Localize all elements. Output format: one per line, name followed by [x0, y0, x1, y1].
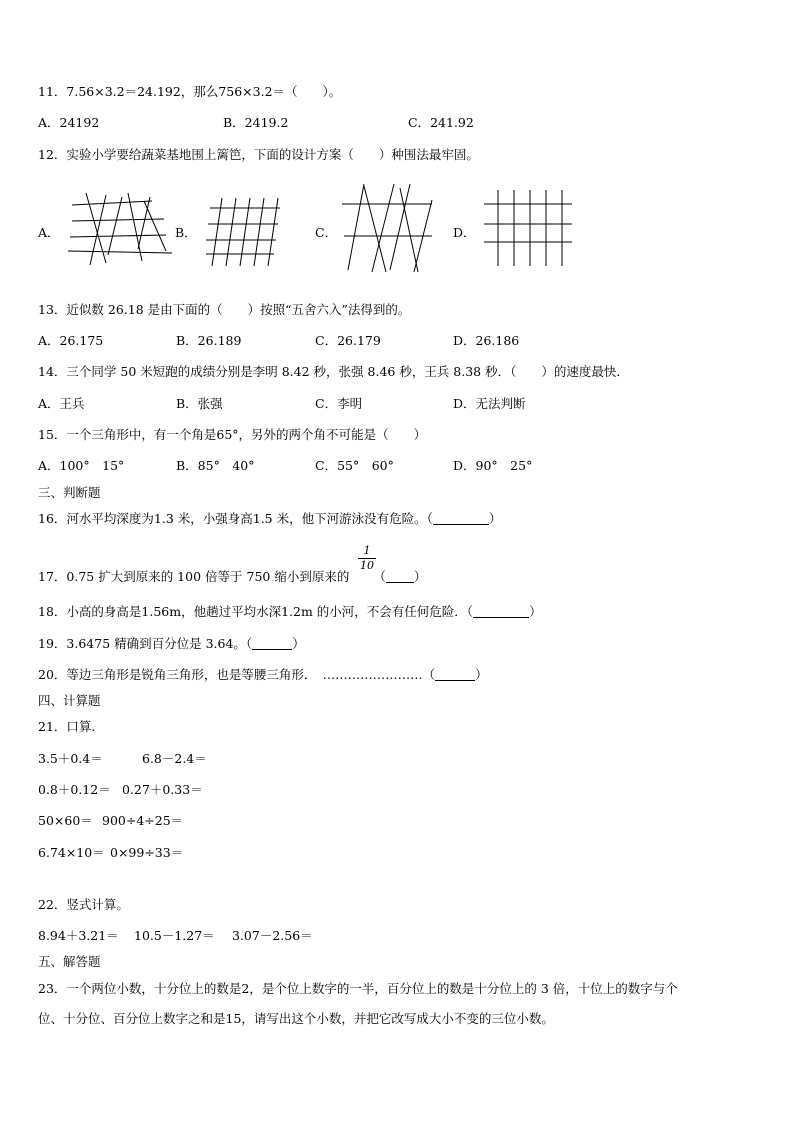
question-22-title: 22．竖式计算。	[38, 897, 129, 912]
question-13-stem: 13．近似数 26.18 是由下面的（ ）按照“五舍六入”法得到的。	[38, 302, 411, 317]
fence-c-figure	[340, 184, 436, 276]
question-12-stem: 12．实验小学要给蔬菜基地围上篱笆，下面的设计方案（ ）种围法最牢固。	[38, 147, 479, 162]
q19-stem: 19．3.6475 精确到百分位是 3.64。（	[38, 636, 253, 651]
q21-expr: 0×99÷33＝	[110, 845, 184, 860]
q11-option-c[interactable]: C．241.92	[408, 115, 474, 130]
q20-stem: 20．等边三角形是锐角三角形，也是等腰三角形． ……………………（	[38, 667, 436, 682]
q20-answer-blank[interactable]	[435, 668, 475, 681]
section-4-heading: 四、计算题	[38, 693, 101, 708]
q15-option-b[interactable]: B．85° 40°	[176, 458, 255, 473]
fraction-one-tenth	[358, 545, 376, 572]
q17-answer-blank[interactable]	[386, 570, 414, 583]
q16-close-paren: ）	[488, 511, 502, 526]
q15-option-d[interactable]: D．90° 25°	[453, 458, 533, 473]
q21-expr: 0.27＋0.33＝	[122, 782, 203, 797]
section-3-heading: 三、判断题	[38, 485, 101, 500]
q22-expr: 8.94＋3.21＝	[38, 928, 119, 943]
q14-option-c[interactable]: C．李明	[315, 396, 363, 411]
q13-option-d[interactable]: D．26.186	[453, 333, 520, 348]
q21-expr: 3.5＋0.4＝	[38, 751, 103, 766]
fence-b-figure	[206, 196, 282, 268]
q13-option-a[interactable]: A．26.175	[38, 333, 104, 348]
q19-close-paren: ）	[292, 636, 305, 651]
q21-expr: 50×60＝	[38, 813, 93, 828]
q18-close-paren: ）	[529, 604, 542, 619]
q21-expr: 6.74×10＝	[38, 845, 105, 860]
question-18	[38, 604, 542, 620]
q16-stem: 16．河水平均深度为1.3 米，小强身高1.5 米，他下河游泳没有危险。（	[38, 511, 433, 526]
q12-label-b[interactable]: B．	[175, 225, 197, 240]
q18-stem: 18．小高的身高是1.56m，他趟过平均水深1.2m 的小河，不会有任何危险．（	[38, 604, 474, 619]
question-23-line-2: 位、十分位、百分位上数字之和是15，请写出这个小数，并把它改写成大小不变的三位小数。	[38, 1011, 554, 1026]
q15-option-a[interactable]: A．100° 15°	[38, 458, 125, 473]
q13-option-b[interactable]: B．26.189	[176, 333, 242, 348]
fraction-denominator: 10	[360, 559, 374, 572]
q17-open-paren: （	[373, 569, 386, 584]
q12-label-d[interactable]: D．	[453, 225, 476, 240]
q15-option-c[interactable]: C．55° 60°	[315, 458, 394, 473]
section-5-heading: 五、解答题	[38, 954, 101, 969]
question-23-line-1: 23．一个两位小数，十分位上的数是2，是个位上数字的一半，百分位上的数是十分位上的 3 倍，十位上的数字与个	[38, 981, 678, 996]
q21-expr: 6.8－2.4＝	[142, 751, 207, 766]
question-11-stem: 11．7.56×3.2＝24.192，那么756×3.2＝（ ）。	[38, 84, 342, 99]
q12-label-a[interactable]: A．	[38, 225, 60, 240]
fence-a-figure	[66, 193, 176, 265]
q14-option-d[interactable]: D．无法判断	[453, 396, 526, 411]
question-16	[38, 511, 501, 527]
question-15-stem: 15．一个三角形中，有一个角是65°，另外的两个角不可能是（ ）	[38, 427, 427, 442]
fraction-numerator: 1	[363, 544, 371, 557]
q22-expr: 10.5－1.27＝	[134, 928, 215, 943]
question-17	[38, 569, 426, 585]
q13-option-c[interactable]: C．26.179	[315, 333, 381, 348]
question-20	[38, 667, 488, 683]
q17-stem: 17．0.75 扩大到原来的 100 倍等于 750 缩小到原来的	[38, 569, 350, 584]
q14-option-a[interactable]: A．王兵	[38, 396, 85, 411]
q12-label-c[interactable]: C．	[315, 225, 338, 240]
q14-option-b[interactable]: B．张强	[176, 396, 223, 411]
q11-option-a[interactable]: A．24192	[38, 115, 100, 130]
q21-expr: 900÷4÷25＝	[102, 813, 184, 828]
q19-answer-blank[interactable]	[252, 637, 292, 650]
question-14-stem: 14．三个同学 50 米短跑的成绩分别是李明 8.42 秒，张强 8.46 秒，王兵 8.38 秒．（ ）的速度最快．	[38, 364, 629, 379]
q22-expr: 3.07－2.56＝	[232, 928, 313, 943]
q20-close-paren: ）	[475, 667, 488, 682]
q21-expr: 0.8＋0.12＝	[38, 782, 111, 797]
question-19	[38, 636, 305, 652]
fence-d-figure	[480, 190, 576, 268]
q11-option-b[interactable]: B．2419.2	[223, 115, 289, 130]
q17-close-paren: ）	[413, 569, 427, 584]
q16-answer-blank[interactable]	[433, 512, 489, 525]
q18-answer-blank[interactable]	[473, 605, 529, 618]
question-21-title: 21．口算.	[38, 719, 96, 734]
